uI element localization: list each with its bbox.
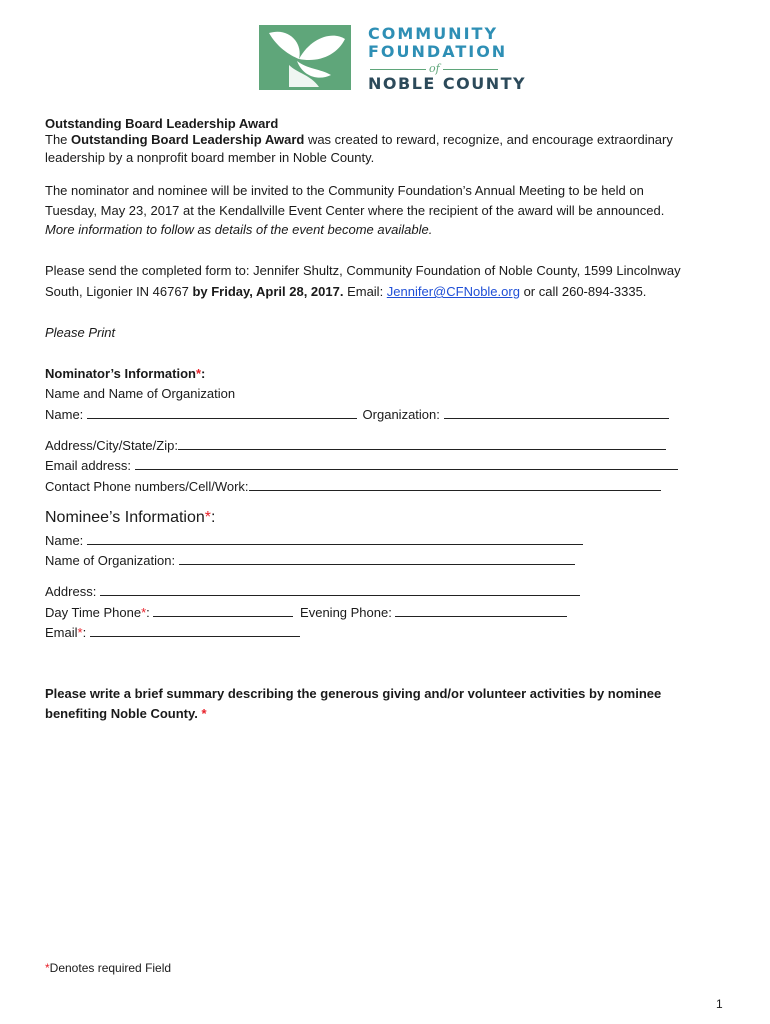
nominee-name-field[interactable] [87,532,583,545]
nominee-day-phone-colon: : [146,605,150,620]
nominee-day-phone-label: Day Time Phone [45,605,142,620]
required-star: * [45,961,50,975]
required-star: * [204,509,212,526]
nominator-name-field[interactable] [87,406,357,419]
summary-answer-area[interactable] [45,730,725,945]
nominator-organization-field[interactable] [444,406,669,419]
meeting-line-3: More information to follow as details of the event become available. [45,222,433,237]
summary-line-2 [45,706,207,722]
nominator-email-label: Email address: [45,458,131,473]
nominator-subheading: Name and Name of Organization [45,386,236,401]
nominee-evening-phone-field[interactable] [395,604,567,617]
send-email-label: Email: [343,284,387,299]
required-star: * [141,605,147,620]
intro-prefix: The [45,132,72,147]
summary-line-2-text: benefiting Noble County. [45,706,198,721]
send-line-1: Please send the completed form to: Jennifer Shultz, Community Foundation of Noble County, 1599 Lincolnway [45,263,681,278]
nominee-name-row [45,532,583,549]
required-footnote [45,960,171,976]
nominator-address-label: Address/City/State/Zip: [45,438,178,453]
meeting-line-2: Tuesday, May 23, 2017 at the Kendallville Event Center where the recipient of the award will be announced. [45,203,665,218]
required-star: * [77,625,83,640]
nominator-email-row [45,457,678,474]
intro-line-2: leadership by a nonprofit board member in Noble County. [45,150,375,165]
nominator-heading-text: Nominator’s Information [45,366,196,381]
nominator-email-field[interactable] [135,457,678,470]
nominee-day-phone-field[interactable] [153,604,293,617]
nominee-org-row [45,552,575,569]
nominee-name-label: Name: [45,533,84,548]
nominator-heading [45,366,205,382]
nominator-heading-colon: : [201,366,206,381]
intro-line-1 [45,132,673,148]
nominator-name-row [45,406,669,423]
send-line-2 [45,284,646,300]
required-footnote-text: Denotes required Field [49,961,172,975]
nominator-organization-label: Organization: [362,407,440,422]
nominee-evening-phone-label: Evening Phone: [300,605,392,620]
logo-line-foundation: FOUNDATION [368,42,508,61]
nominator-address-row [45,437,666,454]
page-number: 1 [716,997,723,1011]
meeting-line-1: The nominator and nominee will be invited to the Community Foundation’s Annual Meeting to be held on [45,183,644,198]
required-star: * [201,706,207,721]
please-print-note: Please Print [45,325,116,340]
nominee-heading [45,508,215,528]
nominee-org-label: Name of Organization: [45,553,176,568]
send-address: South, Ligonier IN 46767 [45,284,193,299]
nominee-phone-row [45,604,567,621]
nominee-org-field[interactable] [179,552,575,565]
nominator-phone-row [45,478,661,495]
email-link[interactable]: Jennifer@CFNoble.org [386,284,520,299]
nominee-heading-text: Nominee’s Information [45,509,205,526]
summary-line-1: Please write a brief summary describing the generous giving and/or volunteer activities by nominee [45,686,662,701]
nominee-address-row [45,583,580,600]
nominator-address-field[interactable] [178,437,666,450]
nominator-name-label: Name: [45,407,84,422]
nominee-email-field[interactable] [90,624,300,637]
nominee-email-colon: : [82,625,87,640]
logo-line-of: of [426,62,443,75]
award-heading: Outstanding Board Leadership Award [45,116,279,131]
required-star: * [195,366,202,381]
nominator-phone-label: Contact Phone numbers/Cell/Work: [45,479,249,494]
send-deadline: by Friday, April 28, 2017. [192,284,344,299]
logo-line-noble-county: NOBLE COUNTY [368,74,527,93]
intro-award-name: Outstanding Board Leadership Award [71,132,305,147]
send-phone: or call 260-894-3335. [519,284,647,299]
foundation-leaf-logo-icon [259,25,351,90]
nominee-email-label: Email [45,625,78,640]
logo-line-community: COMMUNITY [368,24,499,43]
nominee-address-field[interactable] [100,583,580,596]
intro-rest: was created to reward, recognize, and encourage extraordinary [304,132,673,147]
nominee-email-row [45,624,300,641]
nominator-phone-field[interactable] [249,478,661,491]
nominee-heading-colon: : [211,509,216,526]
nominee-address-label: Address: [45,584,97,599]
